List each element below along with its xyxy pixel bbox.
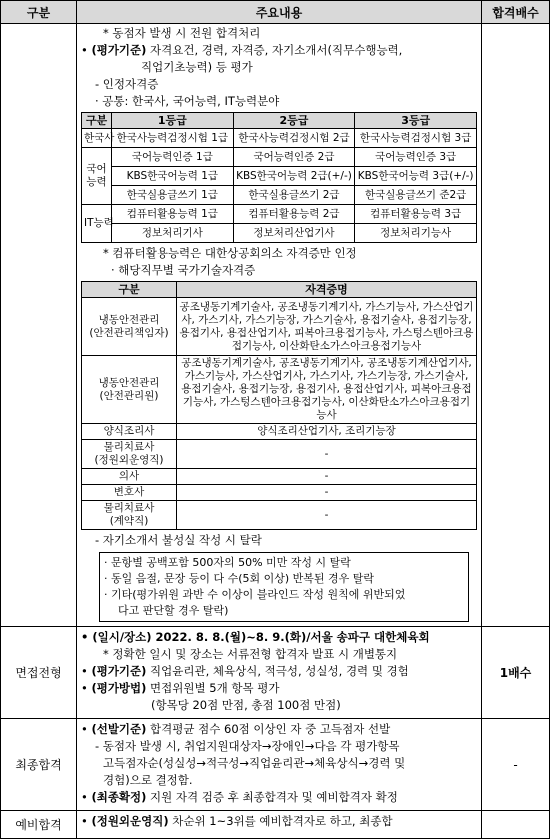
cert-header: 자격증명 <box>177 282 477 298</box>
final-selection: • (선발기준) 합격평균 점수 60점 이상인 자 중 고득점자 선발 <box>81 722 391 736</box>
interview-content <box>77 627 482 719</box>
eval-criteria-cont: 직업기초능력) 등 평가 <box>141 60 253 74</box>
grade-cell: 국어능력인증 1급 <box>112 148 234 167</box>
cert-list: 공조냉동기계기술사, 공조냉동기계기사, 가스기능사, 가스산업기사, 가스기사, 가스기능장, 가스기술사, 용접기술사, 용접기능장, 용접기사, 용접산업기사, 피복아크용접기능사, 가스텅스텐아크용접기능사, 이산화탄소가스아크용접기능사 <box>177 298 477 356</box>
doc-screening-content <box>77 24 482 627</box>
computer-cert-note: * 컴퓨터활용능력은 대한상공회의소 자격증만 인정 <box>103 246 357 260</box>
interview-method: • (평가방법) 면접위원별 5개 항목 평가 <box>81 681 280 695</box>
interview-note: * 정확한 일시 및 장소는 서류전형 합격자 발표 시 개별통지 <box>103 647 398 661</box>
cert-list: 양식조리산업기사, 조리기능장 <box>177 424 477 440</box>
cert-table <box>81 281 477 530</box>
cert-list: - <box>177 469 477 485</box>
cert-list: - <box>177 485 477 501</box>
final-tie-rule: 고득점자순(성실성→적극성→직업윤리관→체육상식→경력 및 <box>103 756 406 770</box>
grade-header: 구분 <box>82 113 112 129</box>
final-confirm: • (최종확정) 지원 자격 검증 후 최종합격자 및 예비합격자 확정 <box>81 790 398 804</box>
disqualify-item: · 문항별 공백포함 500자의 50% 미만 작성 시 탈락 <box>104 556 351 569</box>
grade-cell: 국어능력인증 2급 <box>233 148 355 167</box>
grade-cell: KBS한국어능력 3급(+/-) <box>355 167 477 186</box>
cert-list: - <box>177 501 477 530</box>
grade-cell: 정보처리기능사 <box>355 224 477 243</box>
doc-screening-label <box>1 24 77 627</box>
cert-name: 양식조리사 <box>82 424 177 440</box>
interview-score: (항목당 20점 만점, 총점 100점 만점) <box>151 698 341 712</box>
grade-cell: 컴퓨터활용능력 2급 <box>233 205 355 224</box>
eval-criteria: • (평가기준) 자격요건, 경력, 자격증, 자기소개서(직무수행능력, <box>81 43 403 57</box>
grade-cell: 컴퓨터활용능력 1급 <box>112 205 234 224</box>
grade-cell: 한국실용글쓰기 준2급 <box>355 186 477 205</box>
tie-note: * 동점자 발생 시 전원 합격처리 <box>103 26 261 40</box>
grade-cell: 컴퓨터활용능력 3급 <box>355 205 477 224</box>
reserve-multiplier <box>482 811 550 839</box>
final-tie-rule: - 동점자 발생 시, 취업지원대상자→장애인→다음 각 평가항목 <box>95 739 400 753</box>
cert-name: 냉동안전관리 (안전관리책임자) <box>82 298 177 356</box>
grade-category: IT능력 <box>82 205 112 243</box>
cert-name: 변호사 <box>82 485 177 501</box>
grade-cell: 정보처리기사 <box>112 224 234 243</box>
cert-list: 공조냉동기계기술사, 공조냉동기계기사, 공조냉동기계산업기사, 가스기능사, 가스산업기사, 가스기사, 가스기능장, 가스기술사, 용접기술사, 용접기능장, 용접기사, 용접산업기사, 피복아크용접기능사, 가스텅스텐아크용접기능사, 이산화탄소가스아크용접기능사 <box>177 356 477 424</box>
grade-cell: KBS한국어능력 2급(+/-) <box>233 167 355 186</box>
header-multiplier: 합격배수 <box>482 1 550 24</box>
cert-name: 의사 <box>82 469 177 485</box>
grade-cell: 국어능력인증 3급 <box>355 148 477 167</box>
reserve-text: • (정원외운영직) 차순위 1~3위를 예비합격자로 하고, 최종합 <box>81 814 393 828</box>
final-label: 최종합격 <box>1 719 77 811</box>
grade-category: 국어능력 <box>82 148 112 205</box>
grade-cell: 한국사능력검정시험 3급 <box>355 129 477 148</box>
interview-criteria: • (평가기준) 직업윤리관, 체육상식, 적극성, 성실성, 경력 및 경험 <box>81 664 409 678</box>
interview-date: • (일시/장소) 2022. 8. 8.(월)~8. 9.(화)/서울 송파구 대한체육회 <box>81 630 430 644</box>
disqualify-box <box>99 552 469 622</box>
grade-category: 한국사 <box>82 129 112 148</box>
cert-list: - <box>177 440 477 469</box>
grade-cell: 한국실용글쓰기 1급 <box>112 186 234 205</box>
reserve-label: 예비합격 <box>1 811 77 839</box>
cert-name: 냉동안전관리 (안전관리원) <box>82 356 177 424</box>
grade-cell: KBS한국어능력 1급 <box>112 167 234 186</box>
reserve-content <box>77 811 482 839</box>
disqualify-item: 다고 판단할 경우 탈락) <box>118 604 229 617</box>
self-intro-rule: - 자기소개서 불성실 작성 시 탈락 <box>95 533 262 547</box>
header-content: 주요내용 <box>77 1 482 24</box>
cert-common: · 공통: 한국사, 국어능력, IT능력분야 <box>95 94 280 108</box>
cert-name: 물리치료사 (정원외운영직) <box>82 440 177 469</box>
disqualify-item: · 동일 음절, 문장 등이 다 수(5회 이상) 반복된 경우 탈락 <box>104 572 375 585</box>
cert-recognized: - 인정자격증 <box>95 77 159 91</box>
interview-multiplier: 1배수 <box>482 627 550 719</box>
job-cert-heading: · 해당직무별 국가기술자격증 <box>111 263 256 277</box>
grade-header: 2등급 <box>233 113 355 129</box>
grade-table <box>81 112 477 243</box>
interview-label: 면접전형 <box>1 627 77 719</box>
grade-header: 1등급 <box>112 113 234 129</box>
grade-cell: 정보처리산업기사 <box>233 224 355 243</box>
grade-cell: 한국사능력검정시험 2급 <box>233 129 355 148</box>
final-tie-rule: 경험)으로 결정함. <box>103 773 193 787</box>
header-category: 구분 <box>1 1 77 24</box>
final-content <box>77 719 482 811</box>
grade-header: 3등급 <box>355 113 477 129</box>
disqualify-item: · 기타(평가위원 과반 수 이상이 블라인드 작성 원칙에 위반되었 <box>104 588 406 601</box>
doc-screening-multiplier <box>482 24 550 627</box>
grade-cell: 한국실용글쓰기 2급 <box>233 186 355 205</box>
cert-header: 구분 <box>82 282 177 298</box>
cert-name: 물리치료사 (계약직) <box>82 501 177 530</box>
final-multiplier: - <box>482 719 550 811</box>
grade-cell: 한국사능력검정시험 1급 <box>112 129 234 148</box>
